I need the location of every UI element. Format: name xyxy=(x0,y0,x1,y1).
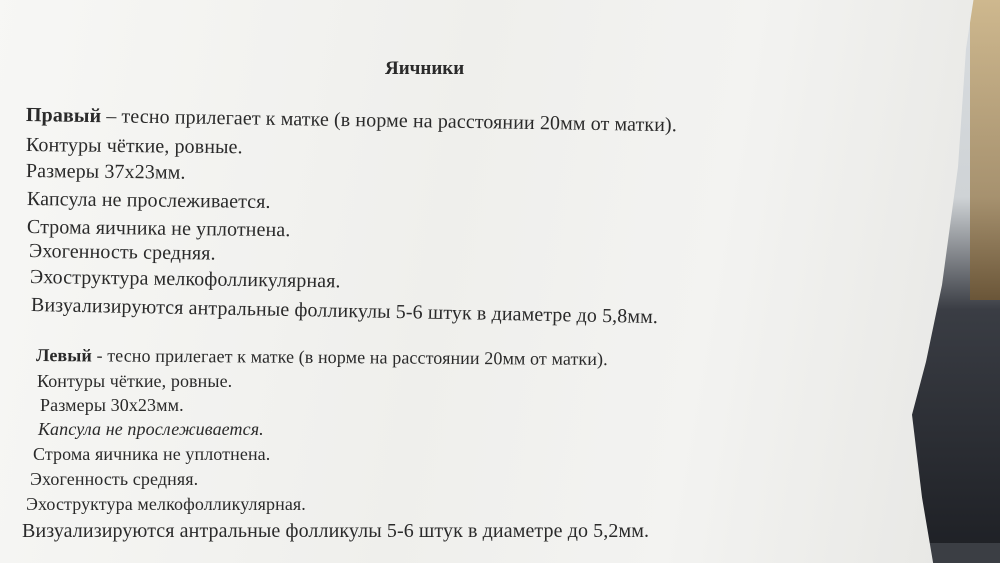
right-ovary-line: Строма яичника не уплотнена. xyxy=(26,216,291,242)
left-ovary-intro: - тесно прилегает к матке (в норме на расстоянии 20мм от матки). xyxy=(91,345,608,369)
right-ovary-label: Правый xyxy=(25,104,102,128)
right-ovary-line: Капсула не прослеживается. xyxy=(26,188,271,213)
right-ovary-line: Размеры 37х23мм. xyxy=(25,160,186,184)
right-ovary-intro: – тесно прилегает к матке (в норме на расстоянии 20мм от матки). xyxy=(101,105,678,137)
left-ovary-line: Эхогенность средняя. xyxy=(30,469,199,489)
right-ovary-heading xyxy=(26,104,677,136)
left-ovary-line: Контуры чёткие, ровные. xyxy=(37,371,233,391)
left-ovary-line: Эхоструктура мелкофолликулярная. xyxy=(26,494,306,514)
left-ovary-line: Капсула не прослеживается. xyxy=(38,419,264,439)
right-ovary-line: Контуры чёткие, ровные. xyxy=(25,134,243,159)
right-ovary-line: Эхогенность средняя. xyxy=(28,240,216,265)
left-ovary-line: Строма яичника не уплотнена. xyxy=(33,444,271,464)
left-ovary-heading xyxy=(36,344,608,370)
left-ovary-line: Визуализируются антральные фолликулы 5-6 штук в диаметре до 5,2мм. xyxy=(22,520,650,542)
right-ovary-line: Эхоструктура мелкофолликулярная. xyxy=(29,266,341,293)
left-ovary-line: Размеры 30х23мм. xyxy=(40,395,184,415)
right-ovary-line: Визуализируются антральные фолликулы 5-6 штук в диаметре до 5,8мм. xyxy=(30,294,659,329)
left-ovary-label: Левый xyxy=(35,345,93,366)
document-title: Яичники xyxy=(385,58,465,79)
